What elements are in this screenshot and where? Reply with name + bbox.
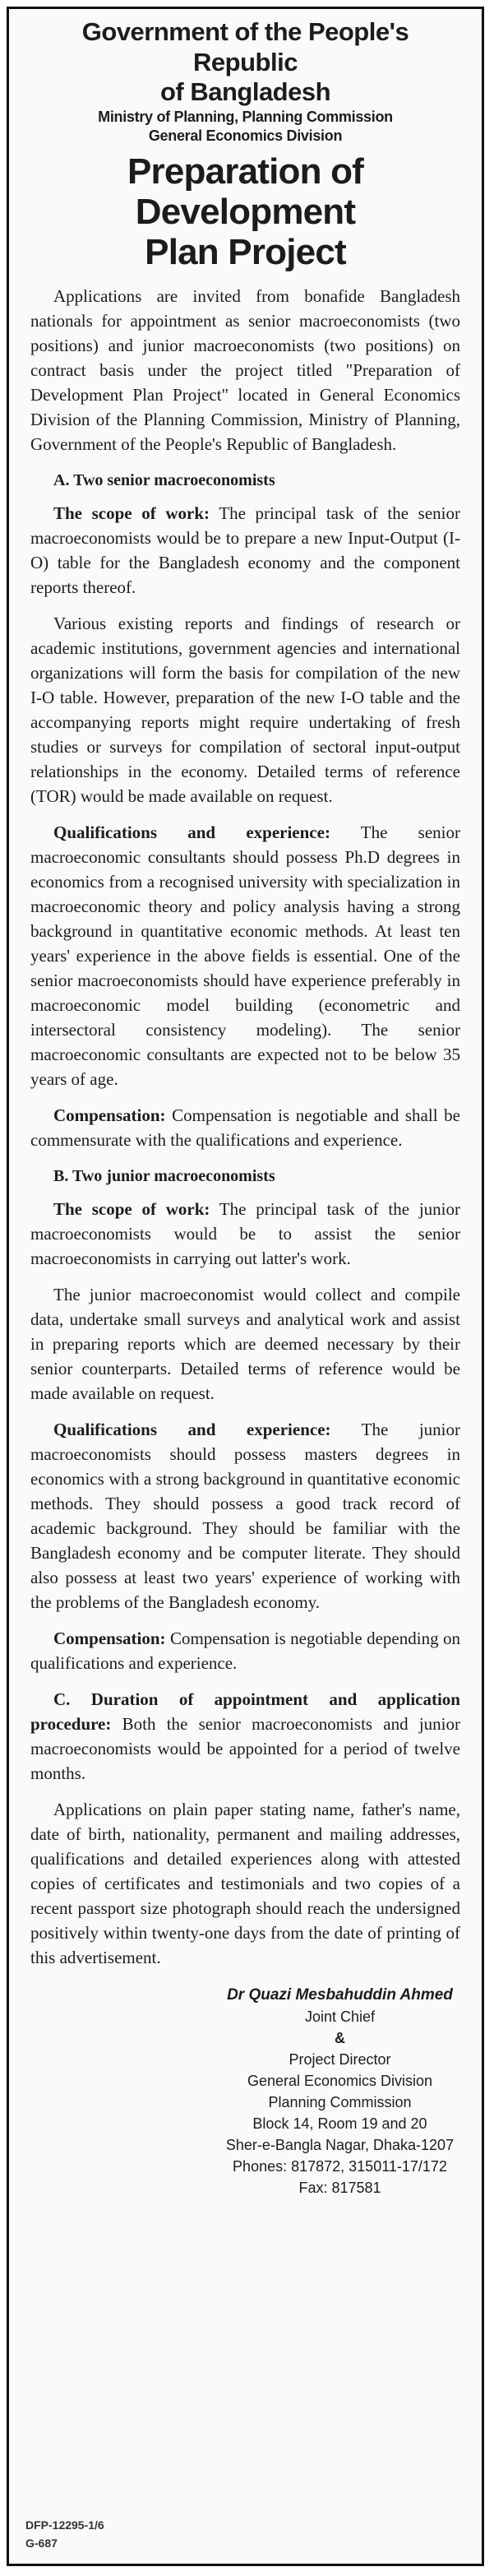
section-c-paragraph bbox=[30, 1687, 460, 1786]
section-b-scope-para2: The junior macroeconomist would collect and compile data, undertake small surveys and analytical work and assist in preparing reports which are deemed necessary by their senior counterparts. Detailed terms of reference would be made available on request. bbox=[30, 1285, 460, 1404]
division-line: General Economics Division bbox=[148, 127, 343, 145]
section-a-qual-label: Qualifications and experience: bbox=[53, 822, 330, 843]
title-line-1: Preparation of Development bbox=[127, 151, 364, 232]
section-b-qualifications bbox=[30, 1417, 460, 1615]
section-a-comp-text: Compensation is negotiable and shall be commensurate with the qualifications and experience. bbox=[30, 1105, 461, 1151]
dfp-code: DFP-12295-1/6 bbox=[25, 2518, 104, 2532]
ministry-line: Ministry of Planning, Planning Commission bbox=[98, 108, 393, 125]
signatory-org-1: General Economics Division bbox=[247, 2073, 433, 2090]
signatory-address-2: Sher-e-Bangla Nagar, Dhaka-1207 bbox=[225, 2137, 455, 2154]
section-b-heading: B. Two junior macroeconomists bbox=[53, 1167, 275, 1186]
section-a-scope bbox=[30, 501, 460, 600]
section-b-compensation bbox=[30, 1626, 460, 1675]
section-a-comp-label: Compensation: bbox=[53, 1105, 166, 1126]
section-b-qual-text: The junior macroeconomists should possess masters degrees in economics with a strong background in quantitative economic methods. They should possess a good track record of academic background. They should be familiar with the Bangladesh economy and be computer literate. They should also possess at least two years' experience of working with the problems of the Bangladesh economy. bbox=[30, 1420, 461, 1613]
advertisement-body bbox=[30, 284, 460, 1970]
section-c-text: Both the senior macroeconomists and junior macroeconomists would be appointed for a period of twelve months. bbox=[30, 1714, 461, 1784]
signatory-role-2: Project Director bbox=[289, 2051, 391, 2069]
section-a-qual-text: The senior macroeconomic consultants should possess Ph.D degrees in economics from a recognised university with specialization in macroeconomic theory and policy analysis having a strong background in quantitative economic methods. At least ten years' experience in the above fields is essential. One of the senior macroeconomists should have experience preferably in macroeconomic model building (econometric and intersectoral consistency modeling). The senior macroeconomic consultants are expected not to be below 35 years of age. bbox=[30, 822, 460, 1090]
signatory-name: Dr Quazi Mesbahuddin Ahmed bbox=[227, 1986, 453, 2004]
government-line-2: of Bangladesh bbox=[159, 77, 331, 107]
section-a-compensation bbox=[30, 1103, 460, 1152]
section-b-scope-label: The scope of work: bbox=[53, 1199, 210, 1220]
government-line-1: Government of the People's Republic bbox=[81, 17, 409, 76]
page-title bbox=[30, 151, 460, 273]
section-a-scope-para2: Various existing reports and findings of research or academic institutions, government agencies and international organizations will form the basis for compilation of the new I-O table. However, preparation of the new I-O table and the accompanying reports might require undertaking of fresh studies or surveys for compilation of sectoral input-output relationships in the economy. Detailed terms of reference (TOR) would be made available on request. bbox=[30, 614, 460, 807]
signatory-org-2: Planning Commission bbox=[268, 2094, 412, 2111]
signatory-fax: Fax: 817581 bbox=[298, 2180, 381, 2197]
ad-codes bbox=[25, 2516, 104, 2552]
signatory-ampersand: & bbox=[335, 2030, 345, 2047]
title-line-2: Plan Project bbox=[145, 232, 346, 273]
application-paragraph: Applications on plain paper stating name, father's name, date of birth, nationality, permanent and mailing addresses, qualifications and detailed experiences along with attested copies of certificates and testimonials and two copies of a recent passport size photograph should reach the undersigned positively within twenty-one days from the date of printing of this advertisement. bbox=[30, 1800, 460, 1968]
section-b-comp-text: Compensation is negotiable depending on qualifications and experience. bbox=[30, 1629, 461, 1674]
section-c-label: C. Duration of appointment and application procedure: bbox=[30, 1689, 460, 1735]
section-b-scope bbox=[30, 1197, 460, 1271]
section-a-scope-label: The scope of work: bbox=[53, 503, 210, 524]
intro-paragraph: Applications are invited from bonafide Bangladesh nationals for appointment as senior macroeconomists (two positions) and junior macroeconomists (two positions) on contract basis under the project titled "Preparation of Development Plan Project" located in General Economics Division of the Planning Commission, Ministry of Planning, Government of the People's Republic of Bangladesh. bbox=[30, 286, 460, 455]
signatory-address-1: Block 14, Room 19 and 20 bbox=[252, 2115, 427, 2133]
signatory-phones: Phones: 817872, 315011-17/172 bbox=[233, 2158, 447, 2175]
section-a-heading: A. Two senior macroeconomists bbox=[53, 471, 275, 490]
section-b-qual-label: Qualifications and experience: bbox=[53, 1420, 331, 1440]
signatory-role-1: Joint Chief bbox=[304, 2008, 376, 2026]
g-code: G-687 bbox=[25, 2537, 58, 2550]
section-a-scope-text: The principal task of the senior macroeconomists would be to prepare a new Input-Output (I-O) table for the Bangladesh economy and the component reports thereof. bbox=[30, 503, 460, 598]
section-a-qualifications bbox=[30, 820, 460, 1091]
advertisement-frame bbox=[7, 7, 484, 2566]
section-b-comp-label: Compensation: bbox=[53, 1629, 166, 1649]
advertisement-content bbox=[30, 17, 460, 2198]
signature-block bbox=[219, 1985, 460, 2198]
section-b-scope-text: The principal task of the junior macroeconomists would be to assist the senior macroeconomists in carrying out latter's work. bbox=[30, 1199, 460, 1269]
